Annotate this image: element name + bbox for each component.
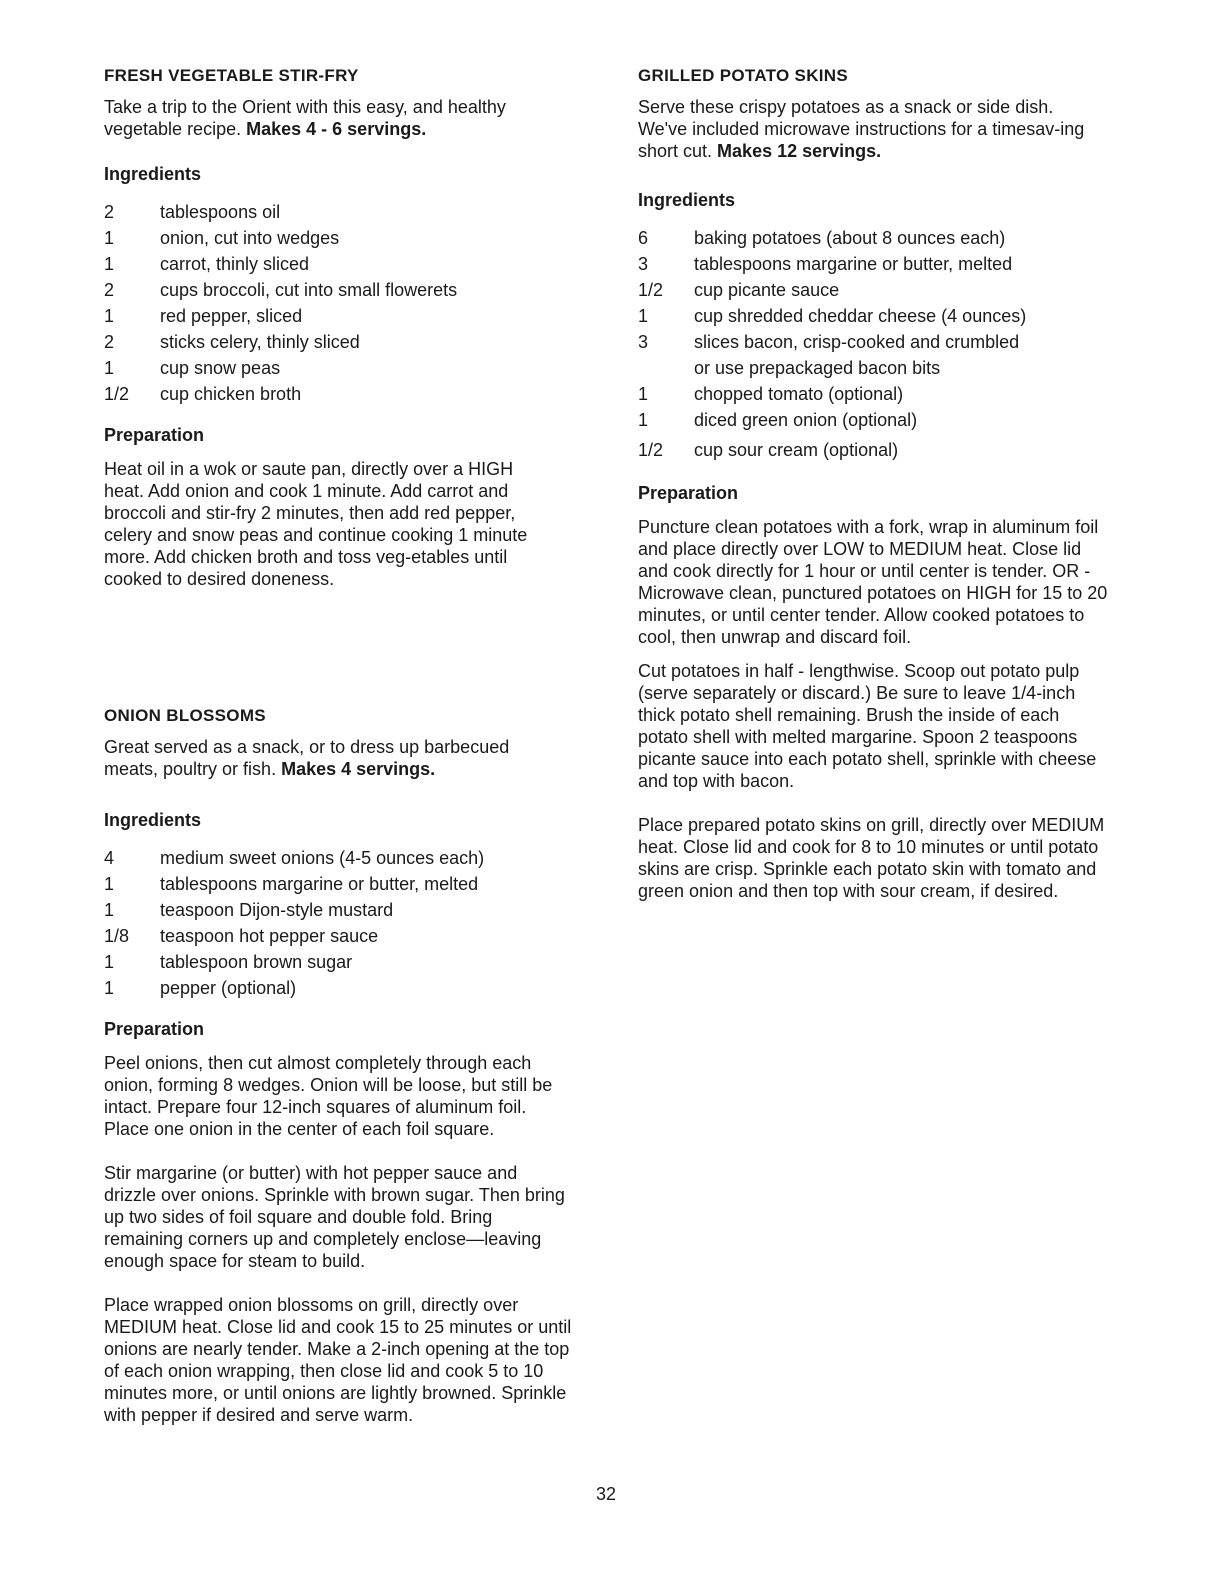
preparation-paragraph: Place prepared potato skins on grill, directly over MEDIUM heat. Close lid and cook for 8 to 10 minutes or until potato skins are crisp. Sprinkle each potato skin with tomato and green onion and then top with sour cream, if desired. bbox=[638, 815, 1105, 901]
ingredients-heading: Ingredients bbox=[104, 810, 202, 830]
preparation-paragraph: Peel onions, then cut almost completely through each onion, forming 8 wedges. Onion will be loose, but still be intact. Prepare four 12-inch squares of aluminum foil. Place one onion in the center of each foil square. bbox=[104, 1053, 553, 1139]
recipe-title: GRILLED POTATO SKINS bbox=[638, 66, 849, 85]
intro-text: Take a trip to the Orient with this easy, and healthy vegetable recipe. bbox=[104, 97, 506, 139]
ingredient-item: 6 baking potatoes (about 8 ounces each) bbox=[638, 228, 1006, 248]
recipe-title: ONION BLOSSOMS bbox=[104, 706, 266, 725]
ingredients-heading: Ingredients bbox=[638, 190, 736, 210]
recipe-stirfry bbox=[104, 66, 584, 590]
ingredient-item: 1 tablespoons margarine or butter, melted bbox=[104, 874, 479, 894]
ingredient-item: 1 carrot, thinly sliced bbox=[104, 254, 310, 274]
ingredient-item: 1 pepper (optional) bbox=[104, 978, 297, 998]
recipe-intro bbox=[104, 96, 554, 140]
preparation-heading: Preparation bbox=[104, 425, 205, 445]
ingredient-item: 1/2 cup chicken broth bbox=[104, 384, 302, 404]
recipe-intro bbox=[104, 736, 554, 780]
ingredient-item: 1 onion, cut into wedges bbox=[104, 228, 340, 248]
ingredient-item: 1/2 cup sour cream (optional) bbox=[638, 440, 899, 460]
recipe-potato-skins bbox=[638, 66, 1118, 902]
ingredient-item: 3 tablespoons margarine or butter, melted bbox=[638, 254, 1013, 274]
preparation-paragraph: Puncture clean potatoes with a fork, wrap in aluminum foil and place directly over LOW to MEDIUM heat. Close lid and cook directly for 1 hour or until center is tender. OR - Microwave clean, punctured potatoes on HIGH for 15 to 20 minutes, or until center tender. Allow cooked potatoes to cool, then unwrap and discard foil. bbox=[638, 517, 1108, 647]
ingredient-item: 1 teaspoon Dijon-style mustard bbox=[104, 900, 394, 920]
ingredient-item: 2 sticks celery, thinly sliced bbox=[104, 332, 360, 352]
ingredient-item: 1/2 cup picante sauce bbox=[638, 280, 840, 300]
intro-text: Serve these crispy potatoes as a snack or side dish. We've included microwave instructions for a timesav-ing short cut. bbox=[638, 97, 1085, 161]
ingredient-item: 1 tablespoon brown sugar bbox=[104, 952, 353, 972]
ingredient-item: 2 tablespoons oil bbox=[104, 202, 281, 222]
ingredient-list bbox=[638, 225, 1118, 463]
ingredient-item: 1 chopped tomato (optional) bbox=[638, 384, 904, 404]
ingredient-item: or use prepackaged bacon bits bbox=[694, 358, 941, 378]
ingredient-item: 3 slices bacon, crisp-cooked and crumbled bbox=[638, 332, 1020, 352]
preparation-paragraph: Stir margarine (or butter) with hot pepper sauce and drizzle over onions. Sprinkle with brown sugar. Then bring up two sides of foil square and double fold. Bring remaining corners up and completely enclose—leaving enough space for steam to build. bbox=[104, 1163, 565, 1271]
ingredient-item: 1 cup shredded cheddar cheese (4 ounces) bbox=[638, 306, 1027, 326]
ingredient-list bbox=[104, 845, 584, 1001]
recipe-title: FRESH VEGETABLE STIR-FRY bbox=[104, 66, 359, 85]
preparation-paragraph: Place wrapped onion blossoms on grill, directly over MEDIUM heat. Close lid and cook 15 to 25 minutes or until onions are nearly tender. Make a 2-inch opening at the top of each onion wrapping, then close lid and cook 5 to 10 minutes more, or until onions are lightly browned. Sprinkle with pepper if desired and serve warm. bbox=[104, 1295, 572, 1425]
preparation-heading: Preparation bbox=[104, 1019, 205, 1039]
recipe-intro bbox=[638, 96, 1106, 162]
ingredient-item: 1 cup snow peas bbox=[104, 358, 281, 378]
servings-text: Makes 4 servings. bbox=[281, 759, 436, 779]
recipe-onion-blossoms bbox=[104, 706, 584, 1426]
preparation-heading: Preparation bbox=[638, 483, 739, 503]
ingredient-item: 2 cups broccoli, cut into small flowerets bbox=[104, 280, 458, 300]
ingredient-item: 1 red pepper, sliced bbox=[104, 306, 303, 326]
intro-text: Great served as a snack, or to dress up barbecued meats, poultry or fish. bbox=[104, 737, 510, 779]
ingredient-list bbox=[104, 199, 584, 407]
servings-text: Makes 4 - 6 servings. bbox=[246, 119, 427, 139]
ingredient-item: 4 medium sweet onions (4-5 ounces each) bbox=[104, 848, 485, 868]
preparation-paragraph: Cut potatoes in half - lengthwise. Scoop out potato pulp (serve separately or discard.) Be sure to leave 1/4-inch thick potato shell remaining. Brush the inside of each potato shell with melted margarine. Spoon 2 teaspoons picante sauce into each potato shell, sprinkle with cheese and top with bacon. bbox=[638, 661, 1097, 791]
ingredients-heading: Ingredients bbox=[104, 164, 202, 184]
servings-text: Makes 12 servings. bbox=[717, 141, 882, 161]
preparation-paragraph: Heat oil in a wok or saute pan, directly over a HIGH heat. Add onion and cook 1 minute. Add carrot and broccoli and stir-fry 2 minutes, then add red pepper, celery and snow peas and continue cooking 1 minute more. Add chicken broth and toss veg-etables until cooked to desired doneness. bbox=[104, 459, 528, 589]
ingredient-item: 1 diced green onion (optional) bbox=[638, 410, 918, 430]
page-number: 32 bbox=[595, 1484, 617, 1504]
ingredient-item: 1/8 teaspoon hot pepper sauce bbox=[104, 926, 379, 946]
